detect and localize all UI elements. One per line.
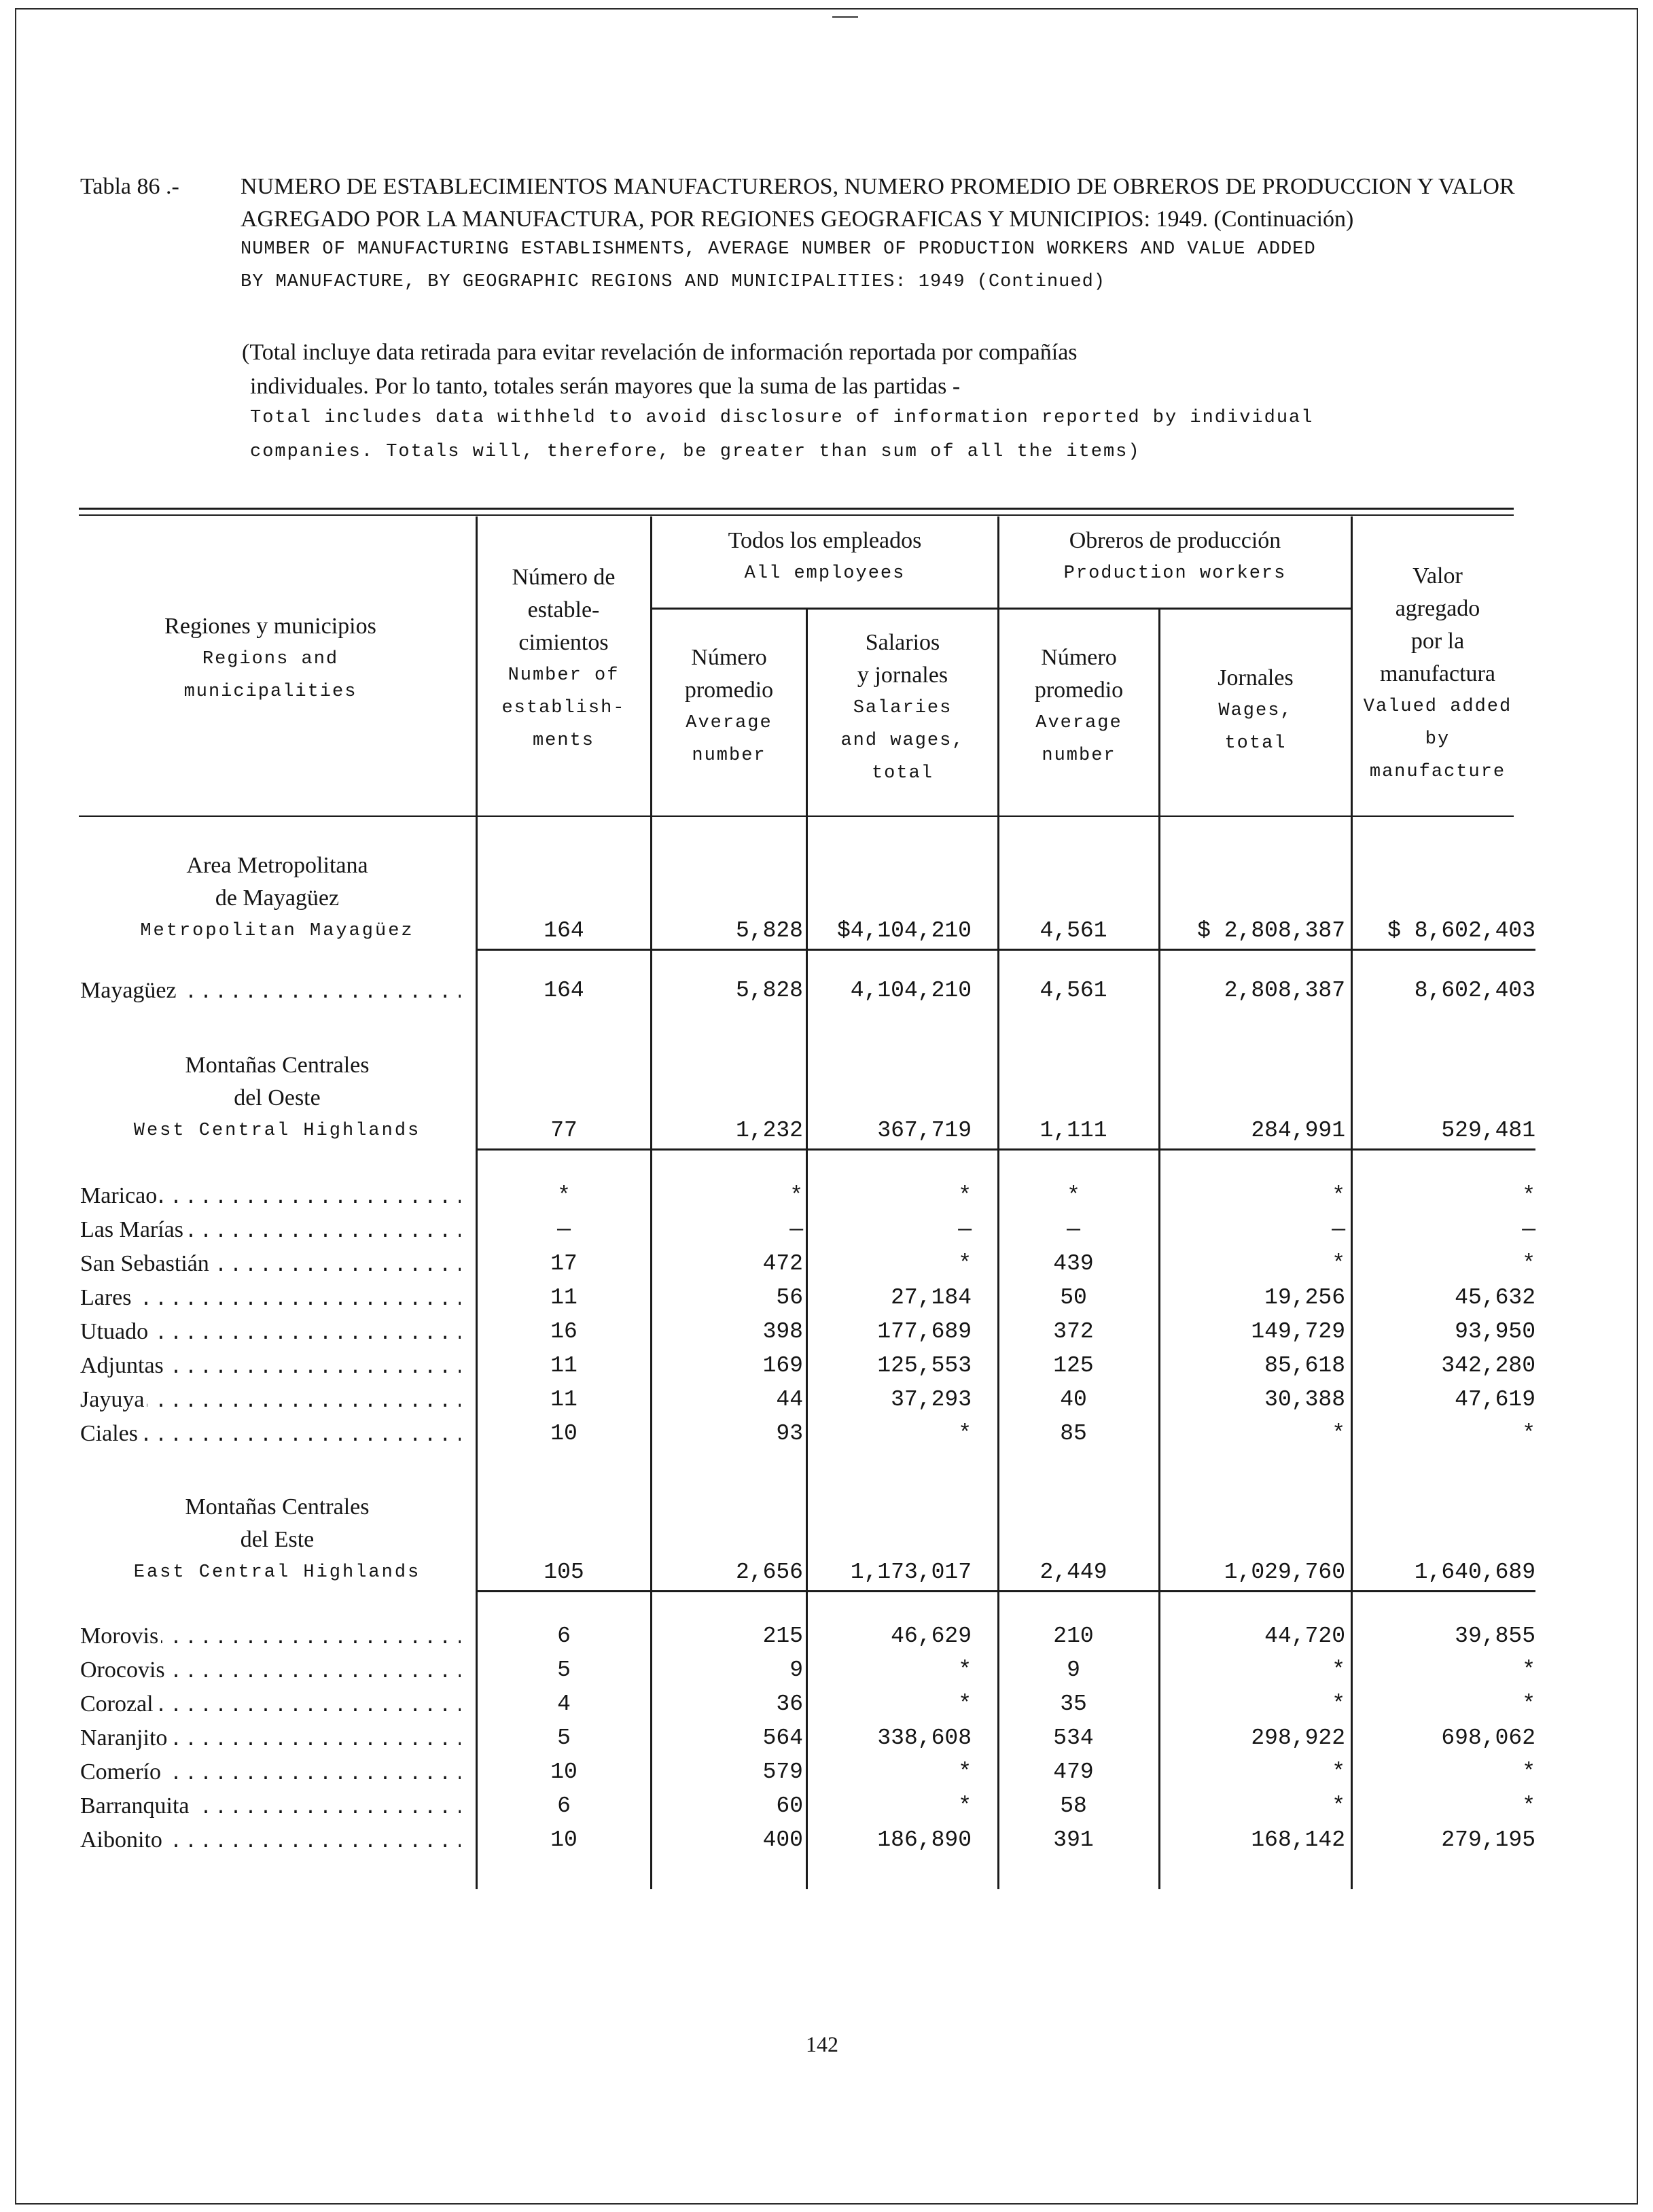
header-pw-avg-es1: Número xyxy=(1041,645,1117,670)
cell-salaries: * xyxy=(958,1183,972,1208)
cell-num-estab: 17 xyxy=(550,1251,577,1276)
total-prod-workers: 4,561 xyxy=(1039,918,1107,943)
header-salaries-es2: y jornales xyxy=(857,663,948,688)
cell-num-estab: 10 xyxy=(550,1759,577,1785)
header-pw-avg-es2: promedio xyxy=(1034,678,1124,703)
header-avg-number-es1: Número xyxy=(691,645,767,670)
header-salaries xyxy=(808,627,997,790)
cell-avg-employees: 398 xyxy=(762,1319,803,1344)
total-num-estab: 77 xyxy=(550,1118,577,1143)
header-num-estab xyxy=(477,561,650,757)
cell-salaries: — xyxy=(958,1217,972,1242)
cell-num-estab: 11 xyxy=(550,1285,577,1310)
cell-prod-workers: 58 xyxy=(1060,1793,1087,1819)
cell-wages: 149,729 xyxy=(1251,1319,1345,1344)
cell-prod-workers: 372 xyxy=(1053,1319,1094,1344)
cell-num-estab: 10 xyxy=(550,1827,577,1853)
cell-value-added: 342,280 xyxy=(1441,1353,1535,1378)
header-wages xyxy=(1160,662,1351,760)
row-name: ..... Utuado xyxy=(80,1316,461,1348)
cell-avg-employees: 5,828 xyxy=(735,978,803,1003)
cell-salaries: 4,104,210 xyxy=(850,978,972,1003)
row-name: ..... Jayuya xyxy=(80,1384,461,1416)
cell-value-added: 93,950 xyxy=(1455,1319,1535,1344)
cell-avg-employees: 56 xyxy=(776,1285,803,1310)
row-name: ..... Maricao xyxy=(80,1180,461,1212)
cell-prod-workers: * xyxy=(1067,1183,1080,1208)
table-top-rule xyxy=(79,508,1514,510)
header-value-added-en1: Valued added xyxy=(1363,697,1512,717)
cell-prod-workers: — xyxy=(1067,1217,1080,1242)
header-value-added-es1: Valor xyxy=(1412,563,1463,589)
header-num-estab-es3: cimientos xyxy=(518,630,609,655)
cell-num-estab: 11 xyxy=(550,1387,577,1412)
section-title-en: Metropolitan Mayagüez xyxy=(140,921,414,941)
cell-avg-employees: 472 xyxy=(762,1251,803,1276)
cell-num-estab: 5 xyxy=(557,1725,571,1751)
cell-num-estab: 10 xyxy=(550,1421,577,1446)
cell-prod-workers: 4,561 xyxy=(1039,978,1107,1003)
cell-avg-employees: 400 xyxy=(762,1827,803,1853)
cell-value-added: * xyxy=(1522,1657,1535,1683)
row-name: ..... Barranquita xyxy=(80,1790,461,1823)
cell-num-estab: 5 xyxy=(557,1657,571,1683)
cell-num-estab: 16 xyxy=(550,1319,577,1344)
cell-avg-employees: 215 xyxy=(762,1623,803,1649)
header-wages-es: Jornales xyxy=(1217,665,1294,690)
cell-wages: 19,256 xyxy=(1264,1285,1345,1310)
header-salaries-en2: and wages, xyxy=(840,731,965,751)
header-all-employees xyxy=(652,525,997,590)
cell-value-added: * xyxy=(1522,1183,1535,1208)
row-name: ..... Ciales xyxy=(80,1418,461,1450)
header-avg-number-es2: promedio xyxy=(684,678,774,703)
cell-num-estab: 4 xyxy=(557,1691,571,1717)
cell-prod-workers: 40 xyxy=(1060,1387,1087,1412)
total-prod-workers: 1,111 xyxy=(1039,1118,1107,1143)
header-salaries-es1: Salarios xyxy=(865,630,940,655)
header-bottom-rule xyxy=(79,815,1514,817)
total-avg-employees: 1,232 xyxy=(735,1118,803,1143)
cell-value-added: * xyxy=(1522,1251,1535,1276)
cell-wages: * xyxy=(1332,1657,1345,1683)
cell-wages: * xyxy=(1332,1691,1345,1717)
cell-num-estab: 164 xyxy=(544,978,584,1003)
total-value-added: $ 8,602,403 xyxy=(1387,918,1535,943)
total-value-added: 1,640,689 xyxy=(1414,1560,1535,1585)
title-es-line1: NUMERO DE ESTABLECIMIENTOS MANUFACTUREROS, NUMERO PROMEDIO DE OBREROS DE PRODUCCION Y VALOR xyxy=(241,174,1515,199)
cell-num-estab: 11 xyxy=(550,1353,577,1378)
cell-wages: 85,618 xyxy=(1264,1353,1345,1378)
cell-prod-workers: 210 xyxy=(1053,1623,1094,1649)
total-salaries: 367,719 xyxy=(877,1118,972,1143)
section-total-rule xyxy=(476,949,1535,951)
section-title-es1: Area Metropolitana xyxy=(186,853,368,878)
cell-wages: — xyxy=(1332,1217,1345,1242)
title-en-line1: NUMBER OF MANUFACTURING ESTABLISHMENTS, AVERAGE NUMBER OF PRODUCTION WORKERS AND VALUE ADDED xyxy=(241,239,1316,260)
section-metro-mayaguez xyxy=(80,849,474,947)
cell-num-estab: 6 xyxy=(557,1793,571,1819)
cell-prod-workers: 391 xyxy=(1053,1827,1094,1853)
cell-avg-employees: 564 xyxy=(762,1725,803,1751)
row-name: ..... Mayagüez xyxy=(80,975,461,1007)
cell-wages: 298,922 xyxy=(1251,1725,1345,1751)
cell-prod-workers: 479 xyxy=(1053,1759,1094,1785)
cell-value-added: 45,632 xyxy=(1455,1285,1535,1310)
note-en-line2: companies. Totals will, therefore, be greater than sum of all the items) xyxy=(250,442,1141,462)
total-salaries: 1,173,017 xyxy=(850,1560,972,1585)
section-east-central xyxy=(80,1491,474,1589)
header-salaries-en3: total xyxy=(871,763,934,784)
header-wages-en2: total xyxy=(1224,733,1287,754)
cell-prod-workers: 125 xyxy=(1053,1353,1094,1378)
header-wages-en1: Wages, xyxy=(1218,701,1293,721)
cell-num-estab: * xyxy=(557,1183,571,1208)
total-avg-employees: 2,656 xyxy=(735,1560,803,1585)
cell-prod-workers: 85 xyxy=(1060,1421,1087,1446)
cell-salaries: * xyxy=(958,1251,972,1276)
total-wages: $ 2,808,387 xyxy=(1197,918,1345,943)
header-subdivider xyxy=(650,608,1351,610)
header-num-estab-es2: estable- xyxy=(527,597,600,622)
cell-avg-employees: 60 xyxy=(776,1793,803,1819)
row-name: ..... Corozal xyxy=(80,1688,461,1721)
cell-value-added: 39,855 xyxy=(1455,1623,1535,1649)
cell-salaries: 186,890 xyxy=(877,1827,972,1853)
title-es-line2: AGREGADO POR LA MANUFACTURA, POR REGIONES GEOGRAFICAS Y MUNICIPIOS: 1949. (Continuación) xyxy=(241,207,1354,232)
header-value-added-es4: manufactura xyxy=(1380,661,1495,686)
cell-avg-employees: 44 xyxy=(776,1387,803,1412)
header-prod-workers-es: Obreros de producción xyxy=(1069,528,1281,553)
row-name: ..... Adjuntas xyxy=(80,1350,461,1382)
cell-wages: * xyxy=(1332,1251,1345,1276)
cell-wages: 44,720 xyxy=(1264,1623,1345,1649)
table-note xyxy=(242,340,1574,476)
page-number: 142 xyxy=(806,2032,838,2056)
header-avg-number-en1: Average xyxy=(686,713,772,733)
cell-wages: * xyxy=(1332,1759,1345,1785)
header-regions xyxy=(80,610,461,708)
header-all-employees-en: All employees xyxy=(744,563,906,584)
header-value-added-es2: agregado xyxy=(1395,596,1480,621)
cell-value-added: 47,619 xyxy=(1455,1387,1535,1412)
cell-wages: * xyxy=(1332,1421,1345,1446)
row-name: ..... Naranjito xyxy=(80,1722,461,1755)
row-name: ..... Lares xyxy=(80,1282,461,1314)
cell-salaries: 125,553 xyxy=(877,1353,972,1378)
cell-avg-employees: — xyxy=(789,1217,803,1242)
cell-salaries: * xyxy=(958,1759,972,1785)
row-name: ..... Morovis xyxy=(80,1620,461,1653)
total-avg-employees: 5,828 xyxy=(735,918,803,943)
header-num-estab-en2: establish- xyxy=(501,698,626,718)
cell-value-added: * xyxy=(1522,1793,1535,1819)
section-title-es1: Montañas Centrales xyxy=(185,1494,370,1520)
cell-wages: * xyxy=(1332,1793,1345,1819)
total-num-estab: 164 xyxy=(544,918,584,943)
row-name: ..... Aibonito xyxy=(80,1824,461,1857)
header-prod-workers-en: Production workers xyxy=(1063,563,1287,584)
header-value-added-en2: by xyxy=(1425,729,1451,750)
section-total-rule xyxy=(476,1590,1535,1592)
cell-salaries: 37,293 xyxy=(891,1387,972,1412)
header-prod-workers xyxy=(999,525,1351,590)
cell-wages: 30,388 xyxy=(1264,1387,1345,1412)
header-value-added-es3: por la xyxy=(1410,629,1465,654)
header-num-estab-es1: Número de xyxy=(512,565,616,590)
cell-wages: * xyxy=(1332,1183,1345,1208)
cell-prod-workers: 9 xyxy=(1067,1657,1080,1683)
table-label: Tabla 86 .- xyxy=(80,174,179,199)
cell-salaries: 338,608 xyxy=(877,1725,972,1751)
header-regions-en2: municipalities xyxy=(183,682,357,702)
cell-value-added: 8,602,403 xyxy=(1414,978,1535,1003)
cell-value-added: 698,062 xyxy=(1441,1725,1535,1751)
cell-avg-employees: 579 xyxy=(762,1759,803,1785)
cell-salaries: * xyxy=(958,1691,972,1717)
section-title-es2: del Este xyxy=(240,1527,315,1552)
cell-avg-employees: 93 xyxy=(776,1421,803,1446)
section-west-central xyxy=(80,1049,474,1147)
cell-prod-workers: 439 xyxy=(1053,1251,1094,1276)
title-en-line2: BY MANUFACTURE, BY GEOGRAPHIC REGIONS AND MUNICIPALITIES: 1949 (Continued) xyxy=(241,272,1105,292)
section-title-es2: de Mayagüez xyxy=(215,885,340,911)
cell-value-added: * xyxy=(1522,1759,1535,1785)
header-num-estab-en1: Number of xyxy=(508,665,620,686)
row-name: ..... Comerío xyxy=(80,1756,461,1789)
cell-salaries: * xyxy=(958,1793,972,1819)
header-avg-number-en2: number xyxy=(692,745,766,766)
table-top-rule-2 xyxy=(79,514,1514,516)
cell-wages: 2,808,387 xyxy=(1224,978,1345,1003)
cell-avg-employees: * xyxy=(789,1183,803,1208)
cell-num-estab: 6 xyxy=(557,1623,571,1649)
cell-salaries: * xyxy=(958,1657,972,1683)
header-regions-es: Regiones y municipios xyxy=(164,614,376,639)
cell-avg-employees: 9 xyxy=(789,1657,803,1683)
section-title-es1: Montañas Centrales xyxy=(185,1053,370,1078)
cell-salaries: * xyxy=(958,1421,972,1446)
table-title xyxy=(80,174,1582,304)
total-wages: 284,991 xyxy=(1251,1118,1345,1143)
cell-avg-employees: 36 xyxy=(776,1691,803,1717)
cell-prod-workers: 50 xyxy=(1060,1285,1087,1310)
total-prod-workers: 2,449 xyxy=(1039,1560,1107,1585)
section-total-rule xyxy=(476,1148,1535,1151)
cell-value-added: — xyxy=(1522,1217,1535,1242)
row-name: ..... San Sebastián xyxy=(80,1248,461,1280)
total-wages: 1,029,760 xyxy=(1224,1560,1345,1585)
total-salaries: $4,104,210 xyxy=(836,918,972,943)
col-divider-5 xyxy=(1158,609,1160,1889)
row-name: ..... Las Marías xyxy=(80,1214,461,1246)
cell-wages: 168,142 xyxy=(1251,1827,1345,1853)
row-name: ..... Orocovis xyxy=(80,1654,461,1687)
cell-salaries: 177,689 xyxy=(877,1319,972,1344)
header-regions-en1: Regions and xyxy=(202,649,339,669)
cell-value-added: * xyxy=(1522,1691,1535,1717)
note-es-line2: individuales. Por lo tanto, totales serán mayores que la suma de las partidas - xyxy=(250,374,961,399)
header-pw-avg-en1: Average xyxy=(1035,713,1122,733)
header-pw-avg-en2: number xyxy=(1042,745,1116,766)
cell-prod-workers: 534 xyxy=(1053,1725,1094,1751)
cell-num-estab: — xyxy=(557,1217,571,1242)
cell-prod-workers: 35 xyxy=(1060,1691,1087,1717)
header-salaries-en1: Salaries xyxy=(853,698,953,718)
cell-value-added: 279,195 xyxy=(1441,1827,1535,1853)
header-avg-number xyxy=(652,642,806,772)
total-num-estab: 105 xyxy=(544,1560,584,1585)
section-title-en: West Central Highlands xyxy=(133,1121,421,1141)
section-title-es2: del Oeste xyxy=(234,1085,321,1110)
header-all-employees-es: Todos los empleados xyxy=(728,528,922,553)
top-mark xyxy=(832,16,858,18)
header-value-added-en3: manufacture xyxy=(1369,762,1506,782)
cell-salaries: 27,184 xyxy=(891,1285,972,1310)
cell-salaries: 46,629 xyxy=(891,1623,972,1649)
total-value-added: 529,481 xyxy=(1441,1118,1535,1143)
col-divider-3 xyxy=(806,609,808,1889)
cell-value-added: * xyxy=(1522,1421,1535,1446)
header-value-added xyxy=(1353,560,1523,788)
note-en-line1: Total includes data withheld to avoid disclosure of information reported by individual xyxy=(250,408,1314,428)
note-es-line1: (Total incluye data retirada para evitar revelación de información reportada por compañías xyxy=(242,340,1078,365)
section-title-en: East Central Highlands xyxy=(133,1562,421,1583)
cell-avg-employees: 169 xyxy=(762,1353,803,1378)
header-num-estab-en3: ments xyxy=(532,731,594,751)
header-pw-avg xyxy=(999,642,1158,772)
